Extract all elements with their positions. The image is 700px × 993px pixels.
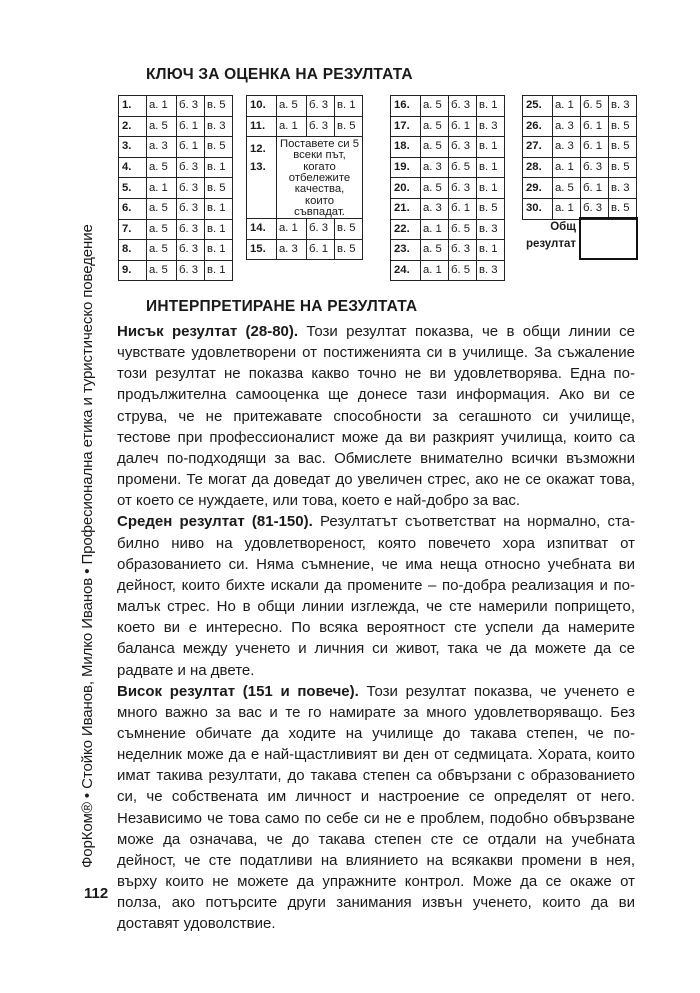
option-a: а. 5 bbox=[421, 137, 449, 158]
option-b: б. 5 bbox=[449, 219, 477, 240]
paragraph-medium bbox=[117, 511, 635, 680]
book-spine-text: ФорКом® • Стойко Иванов, Милко Иванов • Професионална етика и туристическо поведение bbox=[79, 224, 96, 868]
option-c: в. 5 bbox=[335, 219, 363, 240]
merged-instruction: Поставете си 5 всеки път, когато отбележите качества, които съвпадат. bbox=[277, 137, 363, 219]
table-row bbox=[247, 96, 368, 117]
option-b: б. 3 bbox=[177, 96, 205, 117]
table-row bbox=[119, 198, 233, 219]
option-b: б. 3 bbox=[177, 178, 205, 199]
table-row bbox=[247, 239, 368, 260]
option-c: в. 5 bbox=[609, 157, 637, 178]
table-row bbox=[523, 157, 637, 178]
table-row bbox=[523, 116, 637, 137]
paragraph-label: Висок резултат (151 и повече). bbox=[117, 682, 359, 700]
table-row bbox=[391, 260, 505, 281]
option-b: б. 3 bbox=[177, 260, 205, 281]
table-row bbox=[391, 240, 505, 261]
item-number: 12. bbox=[250, 143, 266, 156]
item-number: 29. bbox=[523, 178, 553, 199]
option-c: в. 3 bbox=[609, 178, 637, 199]
option-b: б. 1 bbox=[449, 198, 477, 219]
option-b: б. 3 bbox=[449, 178, 477, 199]
option-c: в. 1 bbox=[477, 96, 505, 117]
table-row bbox=[119, 178, 233, 199]
option-a: а. 3 bbox=[421, 157, 449, 178]
item-number: 6. bbox=[119, 198, 147, 219]
option-a: а. 3 bbox=[147, 137, 177, 158]
interpretation-body bbox=[117, 321, 635, 935]
option-b: б. 1 bbox=[177, 116, 205, 137]
item-number: 21. bbox=[391, 198, 421, 219]
item-number: 7. bbox=[119, 219, 147, 240]
item-number: 24. bbox=[391, 260, 421, 281]
option-a: а. 5 bbox=[421, 240, 449, 261]
option-b: б. 3 bbox=[449, 137, 477, 158]
item-number: 13. bbox=[250, 161, 266, 174]
item-number: 3. bbox=[119, 137, 147, 158]
table-row bbox=[119, 96, 233, 117]
option-a: а. 5 bbox=[277, 96, 307, 117]
table-row bbox=[119, 116, 233, 137]
key-table-col4 bbox=[522, 95, 637, 220]
option-a: а. 5 bbox=[421, 96, 449, 117]
option-a: а. 5 bbox=[421, 116, 449, 137]
option-a: а. 5 bbox=[553, 178, 581, 199]
option-b: б. 1 bbox=[581, 137, 609, 158]
total-label-line1: Общ bbox=[550, 221, 576, 233]
option-c: в. 1 bbox=[477, 137, 505, 158]
option-b: б. 1 bbox=[581, 178, 609, 199]
item-number: 11. bbox=[247, 116, 277, 137]
item-number: 17. bbox=[391, 116, 421, 137]
item-number: 15. bbox=[247, 239, 277, 260]
option-b: б. 1 bbox=[307, 239, 335, 260]
item-number: 10. bbox=[247, 96, 277, 117]
option-c: в. 3 bbox=[477, 116, 505, 137]
option-b: б. 1 bbox=[177, 137, 205, 158]
table-row bbox=[247, 219, 368, 240]
option-a: а. 5 bbox=[421, 178, 449, 199]
interpretation-title: ИНТЕРПРЕТИРАНЕ НА РЕЗУЛТАТА bbox=[146, 298, 418, 315]
option-a: а. 5 bbox=[147, 260, 177, 281]
table-row bbox=[391, 198, 505, 219]
option-c: в. 5 bbox=[609, 116, 637, 137]
item-number: 18. bbox=[391, 137, 421, 158]
table-row bbox=[119, 260, 233, 281]
option-b: б. 1 bbox=[449, 116, 477, 137]
option-a: а. 1 bbox=[421, 219, 449, 240]
table-row bbox=[391, 219, 505, 240]
option-b: б. 5 bbox=[449, 260, 477, 281]
item-number: 1. bbox=[119, 96, 147, 117]
option-c: в. 5 bbox=[609, 137, 637, 158]
option-a: а. 5 bbox=[147, 116, 177, 137]
option-c: в. 1 bbox=[477, 178, 505, 199]
page-number: 112 bbox=[84, 885, 109, 902]
option-b: б. 3 bbox=[307, 96, 335, 117]
paragraph-text: Резултатът съответстват на нормално, стабилно ниво на удовлетвореност, която повечето хора изпитват от образованието си. Няма съмнение, че има неща относно учебната ви дейност, които бихте искали да промените – по-добра реализация и по-малък стрес. Но в общи линии изглежда, че сте намерили попрището, което ви е интересно. По всяка вероятност сте успели да намерите баланса между ученето и личния си живот, така че да можете да се радвате и на двете. bbox=[117, 513, 635, 679]
option-a: а. 5 bbox=[147, 240, 177, 261]
key-title: КЛЮЧ ЗА ОЦЕНКА НА РЕЗУЛТАТА bbox=[146, 66, 413, 83]
item-number: 5. bbox=[119, 178, 147, 199]
option-c: в. 5 bbox=[335, 239, 363, 260]
option-a: а. 3 bbox=[277, 239, 307, 260]
table-row bbox=[523, 137, 637, 158]
item-number: 28. bbox=[523, 157, 553, 178]
table-row bbox=[391, 96, 505, 117]
table-row bbox=[391, 116, 505, 137]
item-number: 20. bbox=[391, 178, 421, 199]
item-number-merged bbox=[247, 137, 277, 219]
option-c: в. 1 bbox=[477, 240, 505, 261]
option-a: а. 3 bbox=[553, 137, 581, 158]
item-number: 8. bbox=[119, 240, 147, 261]
option-a: а. 1 bbox=[553, 198, 581, 219]
option-a: а. 3 bbox=[553, 116, 581, 137]
option-a: а. 1 bbox=[277, 219, 307, 240]
item-number: 9. bbox=[119, 260, 147, 281]
paragraph-text: Този резултат показва, че в общи линии се чувствате удовлетворени от постиженията си в училище. За съжаление този резултат не показва какво точно не ви удовлетворява. Една по-продължителна самооценка ще донесе тази информация. Ако ви се струва, че не притежавате способности за сегашното си училище, тестове при профессионалист може да ви разкрият училища, които са далеч по-подходящи за вас. Обмислете внимателно всички възможни промени. Те могат да доведат до увеличен стрес, ако не се окажат това, от което се нуждаете, или това, което е най-добро за вас. bbox=[117, 323, 635, 510]
table-row bbox=[523, 178, 637, 199]
option-c: в. 3 bbox=[477, 219, 505, 240]
option-b: б. 3 bbox=[177, 157, 205, 178]
paragraph-label: Нисък резултат (28-80). bbox=[117, 323, 299, 340]
option-b: б. 5 bbox=[581, 96, 609, 117]
option-c: в. 1 bbox=[205, 157, 233, 178]
table-row bbox=[391, 178, 505, 199]
paragraph-high bbox=[117, 681, 635, 935]
total-score-label bbox=[522, 219, 576, 253]
option-b: б. 3 bbox=[177, 240, 205, 261]
table-row bbox=[523, 96, 637, 117]
option-c: в. 3 bbox=[609, 96, 637, 117]
item-number: 14. bbox=[247, 219, 277, 240]
item-number: 2. bbox=[119, 116, 147, 137]
table-row bbox=[247, 116, 368, 137]
table-row bbox=[391, 137, 505, 158]
option-a: а. 3 bbox=[421, 198, 449, 219]
option-a: а. 1 bbox=[553, 96, 581, 117]
option-c: в. 1 bbox=[335, 96, 363, 117]
option-c: в. 5 bbox=[477, 198, 505, 219]
option-c: в. 1 bbox=[205, 240, 233, 261]
item-number: 26. bbox=[523, 116, 553, 137]
total-label-line2: резултат bbox=[525, 238, 576, 250]
option-b: б. 3 bbox=[307, 219, 335, 240]
option-b: б. 3 bbox=[177, 198, 205, 219]
option-a: а. 1 bbox=[147, 96, 177, 117]
option-c: в. 1 bbox=[205, 260, 233, 281]
item-number: 4. bbox=[119, 157, 147, 178]
option-b: б. 5 bbox=[449, 157, 477, 178]
paragraph-low bbox=[117, 321, 635, 511]
option-c: в. 3 bbox=[477, 260, 505, 281]
option-a: а. 1 bbox=[553, 157, 581, 178]
option-a: а. 5 bbox=[147, 219, 177, 240]
option-c: в. 5 bbox=[205, 137, 233, 158]
option-a: а. 1 bbox=[277, 116, 307, 137]
option-b: б. 3 bbox=[581, 198, 609, 219]
option-a: а. 5 bbox=[147, 198, 177, 219]
table-row bbox=[119, 219, 233, 240]
total-score-box[interactable] bbox=[579, 217, 638, 260]
option-b: б. 1 bbox=[581, 116, 609, 137]
paragraph-text: Този резултат показва, че ученето е много важно за вас и те го намирате за много удовлетворяващо. Без съмнение обичате да ходите на училище до такава степен, че понеделник може да е най-щастливият ви ден от седмицата. Хората, които имат такива резултати, до такава степен са обвързани с образованието си, че собствената им личност и настроение се определят от него. Независимо че това само по себе си не е проблем, подобно обвързване може да означава, че до такава степен сте се отдали на учебната дейност, че сте податливи на влиянието на всякакви промени в нея, върху които не можете да упражните контрол. Може да се окаже от полза, ако потърсите други занимания извън ученето, които да ви доставят удоволствие. bbox=[117, 682, 635, 933]
option-c: в. 1 bbox=[205, 198, 233, 219]
item-number: 19. bbox=[391, 157, 421, 178]
item-number: 22. bbox=[391, 219, 421, 240]
item-number: 27. bbox=[523, 137, 553, 158]
paragraph-label: Среден резултат (81-150). bbox=[117, 513, 313, 531]
option-c: в. 3 bbox=[205, 116, 233, 137]
option-a: а. 5 bbox=[147, 157, 177, 178]
option-c: в. 1 bbox=[477, 157, 505, 178]
option-b: б. 3 bbox=[581, 157, 609, 178]
table-row bbox=[119, 240, 233, 261]
item-number: 16. bbox=[391, 96, 421, 117]
option-b: б. 3 bbox=[307, 116, 335, 137]
option-c: в. 1 bbox=[205, 219, 233, 240]
key-table-col1 bbox=[118, 95, 233, 281]
option-b: б. 3 bbox=[449, 96, 477, 117]
table-row bbox=[391, 157, 505, 178]
option-c: в. 5 bbox=[609, 198, 637, 219]
option-a: а. 1 bbox=[421, 260, 449, 281]
option-a: а. 1 bbox=[147, 178, 177, 199]
option-c: в. 5 bbox=[335, 116, 363, 137]
option-c: в. 5 bbox=[205, 96, 233, 117]
option-b: б. 3 bbox=[177, 219, 205, 240]
table-row bbox=[119, 137, 233, 158]
key-table-col3 bbox=[390, 95, 505, 281]
item-number: 30. bbox=[523, 198, 553, 219]
option-c: в. 5 bbox=[205, 178, 233, 199]
key-table-col2 bbox=[246, 95, 368, 260]
option-b: б. 3 bbox=[449, 240, 477, 261]
item-number: 23. bbox=[391, 240, 421, 261]
item-number: 25. bbox=[523, 96, 553, 117]
table-row bbox=[119, 157, 233, 178]
table-row bbox=[523, 198, 637, 219]
